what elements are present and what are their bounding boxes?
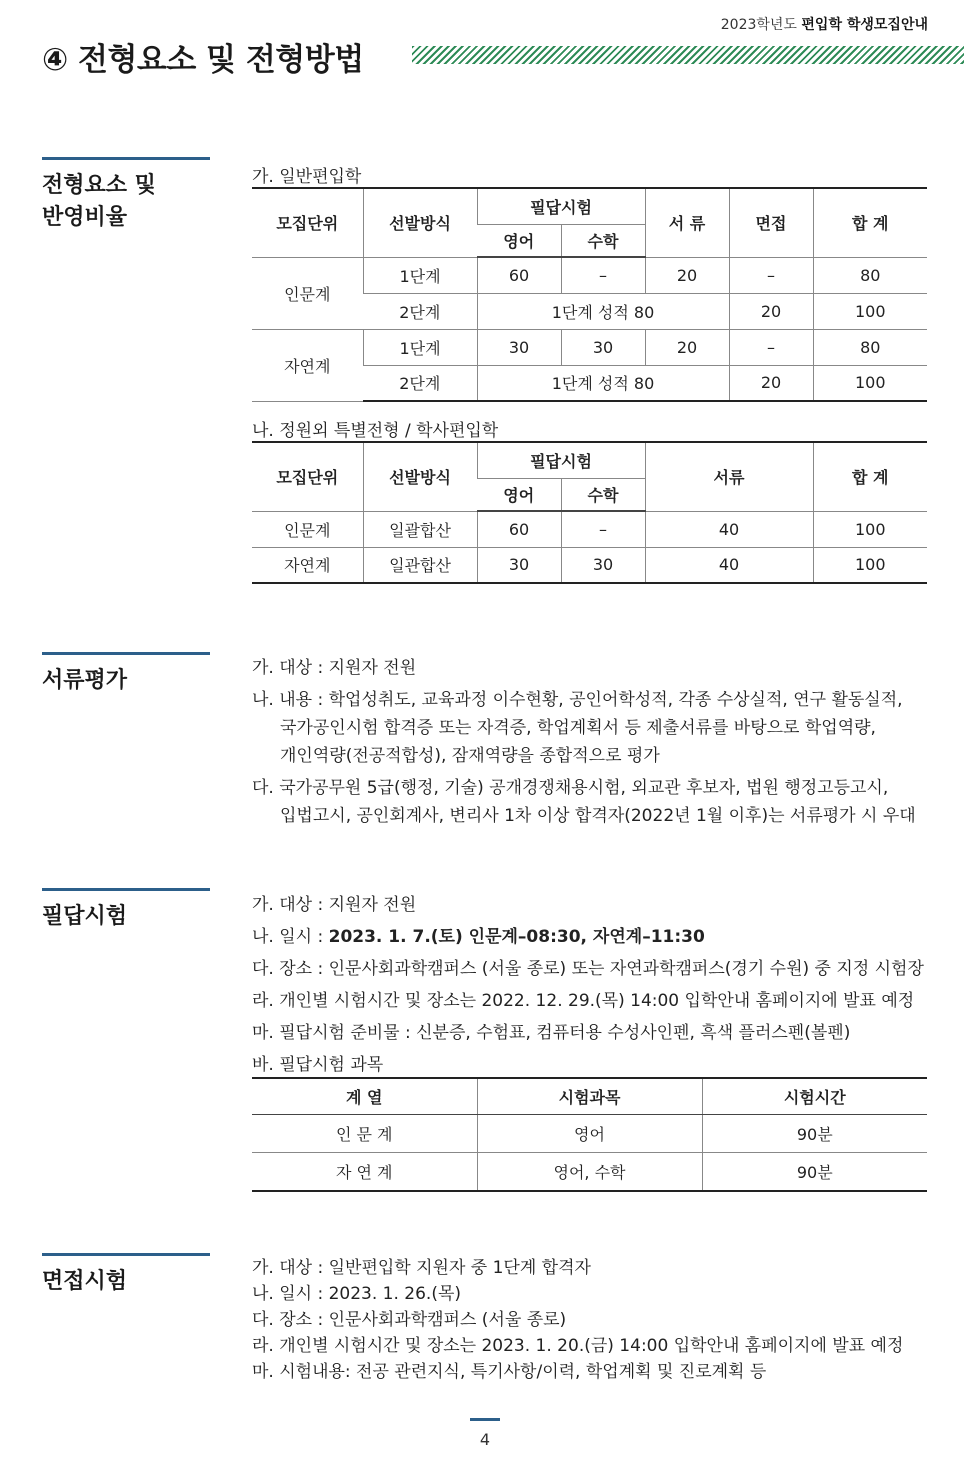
written-exam-text [252,889,924,1081]
text-line: 다. 국가공무원 5급(행정, 기술) 공개경쟁채용시험, 외교관 후보자, 법원 행정고등고시, [252,778,889,798]
cell-unit: 인문계 [252,257,363,329]
text-line: 다. 장소 : 인문사회과학캠퍼스 (서울 종로) 또는 자연과학캠퍼스(경기 수원) 중 지정 시험장 [252,959,924,979]
title-decoration-stripe [412,46,964,64]
col-header-total: 합 계 [813,188,927,257]
cell-method: 일괄합산 [363,511,477,547]
page-number-bar [470,1418,500,1421]
cell-unit: 자연계 [252,547,363,583]
text-line: 나. 일시 : 2023. 1. 26.(목) [252,1284,462,1304]
text-line: 가. 대상 : 지원자 전원 [252,895,417,915]
cell-duration: 90분 [702,1115,927,1153]
cell-total: 100 [813,547,927,583]
table-b-title: 나. 정원외 특별전형 / 학사편입학 [252,421,499,441]
date-label: 나. 일시 : [252,927,329,947]
interview-text [252,1255,903,1385]
cell-documents: 40 [645,547,813,583]
special-transfer-table [252,441,927,584]
cell-subject: 영어, 수학 [477,1153,702,1192]
cell-stage: 2단계 [363,293,477,329]
cell-stage: 2단계 [363,365,477,401]
table-row [252,547,927,583]
text-line: 바. 필답시험 과목 [252,1055,384,1075]
col-header-english: 영어 [477,224,561,257]
section-label-line: 전형요소 및 [42,173,156,198]
col-header-interview: 면접 [729,188,813,257]
text-line: 개인역량(전공적합성), 잠재역량을 종합적으로 평가 [280,746,660,766]
cell-english: 60 [477,257,561,293]
text-line: 입법고시, 공인회계사, 변리사 1차 이상 합격자(2022년 1월 이후)는 서류평가 시 우대 [280,806,916,826]
document-header [721,14,928,34]
cell-interview: 20 [729,293,813,329]
section-label-document-evaluation: 서류평가 [42,652,210,697]
page-number: 4 [479,1430,491,1449]
cell-merged-score: 1단계 성적 80 [477,293,729,329]
cell-total: 80 [813,257,927,293]
cell-math: 30 [561,547,645,583]
table-row [252,1153,927,1192]
text-line: 마. 필답시험 준비물 : 신분증, 수험표, 컴퓨터용 수성사인펜, 흑색 플러스펜(볼펜) [252,1023,851,1043]
col-header-documents: 서 류 [645,188,729,257]
table-row [252,511,927,547]
table-row [252,257,927,293]
exam-date-bold: 2023. 1. 7.(토) 인문계–08:30, 자연계–11:30 [328,927,705,947]
cell-subject: 영어 [477,1115,702,1153]
table-a-title: 가. 일반편입학 [252,167,362,187]
cell-interview: – [729,257,813,293]
exam-subjects-table [252,1077,927,1192]
text-line: 국가공인시험 합격증 또는 자격증, 학업계획서 등 제출서류를 바탕으로 학업역량, [280,718,876,738]
header-year: 2023학년도 [720,17,797,33]
text-line [252,921,924,953]
col-header-unit: 모집단위 [252,188,363,257]
general-transfer-table [252,187,927,402]
cell-math: 30 [561,329,645,365]
cell-documents: 20 [645,257,729,293]
cell-english: 30 [477,547,561,583]
section-label-selection-factors [42,157,210,234]
header-doc-title: 편입학 학생모집안내 [801,17,928,33]
col-header-written: 필답시험 [477,188,645,224]
text-line: 가. 대상 : 지원자 전원 [252,658,417,678]
cell-english: 60 [477,511,561,547]
col-header-math: 수학 [561,478,645,511]
text-line: 라. 개인별 시험시간 및 장소는 2022. 12. 29.(목) 14:00 입학안내 홈페이지에 발표 예정 [252,991,915,1011]
section-label-written-exam: 필답시험 [42,888,210,933]
page-title: ④ 전형요소 및 전형방법 [42,42,364,78]
table-row [252,329,927,365]
col-header-method: 선발방식 [363,442,477,511]
col-header-method: 선발방식 [363,188,477,257]
cell-interview: – [729,329,813,365]
document-evaluation-text [252,654,916,830]
cell-documents: 20 [645,329,729,365]
cell-math: – [561,257,645,293]
text-line: 다. 장소 : 인문사회과학캠퍼스 (서울 종로) [252,1310,567,1330]
cell-documents: 40 [645,511,813,547]
col-header-english: 영어 [477,478,561,511]
col-header-subject: 시험과목 [477,1078,702,1115]
text-line: 라. 개인별 시험시간 및 장소는 2023. 1. 20.(금) 14:00 입학안내 홈페이지에 발표 예정 [252,1336,904,1356]
cell-stage: 1단계 [363,329,477,365]
col-header-math: 수학 [561,224,645,257]
col-header-unit: 모집단위 [252,442,363,511]
table-row [252,1115,927,1153]
cell-math: – [561,511,645,547]
col-header-duration: 시험시간 [702,1078,927,1115]
cell-method: 일관합산 [363,547,477,583]
cell-unit: 자연계 [252,329,363,401]
cell-interview: 20 [729,365,813,401]
cell-stage: 1단계 [363,257,477,293]
cell-track: 자 연 계 [252,1153,477,1192]
text-line: 가. 대상 : 일반편입학 지원자 중 1단계 합격자 [252,1258,591,1278]
col-header-written: 필답시험 [477,442,645,478]
text-line: 나. 내용 : 학업성취도, 교육과정 이수현황, 공인어학성적, 각종 수상실적, 연구 활동실적, [252,690,903,710]
cell-track: 인 문 계 [252,1115,477,1153]
section-label-line: 반영비율 [42,205,128,230]
section-label-interview: 면접시험 [42,1253,210,1298]
cell-total: 100 [813,365,927,401]
cell-merged-score: 1단계 성적 80 [477,365,729,401]
col-header-total: 합 계 [813,442,927,511]
col-header-documents: 서류 [645,442,813,511]
cell-duration: 90분 [702,1153,927,1192]
cell-total: 100 [813,511,927,547]
col-header-track: 계 열 [252,1078,477,1115]
cell-total: 100 [813,293,927,329]
cell-unit: 인문계 [252,511,363,547]
text-line: 마. 시험내용: 전공 관련지식, 특기사항/이력, 학업계획 및 진로계획 등 [252,1362,767,1382]
cell-english: 30 [477,329,561,365]
cell-total: 80 [813,329,927,365]
